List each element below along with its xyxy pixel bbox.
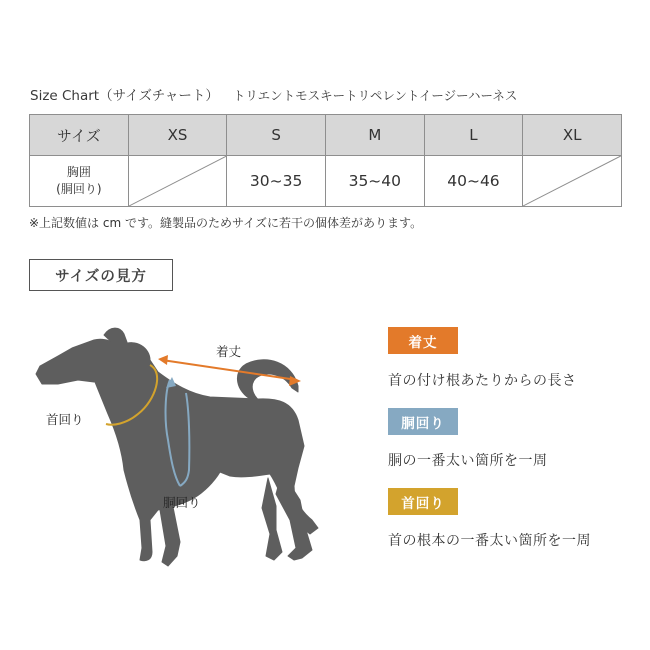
chest-label: 胸囲: [66, 165, 91, 179]
xs-not-available-cell: [128, 156, 227, 207]
neck-badge: 首回り: [388, 488, 458, 515]
neck-figure-label: 首回り: [46, 412, 84, 427]
length-badge: 着丈: [388, 327, 458, 354]
size-chart-heading: [30, 84, 517, 104]
size-m-header: M: [325, 115, 424, 156]
how-to-measure-title: サイズの見方: [55, 268, 147, 285]
size-column-header: サイズ: [30, 115, 129, 156]
size-xs-header: XS: [128, 115, 227, 156]
size-chart-title: Size Chart（サイズチャート）: [30, 88, 219, 104]
length-figure-label: 着丈: [216, 344, 242, 359]
dog-illustration: [20, 315, 370, 575]
size-s-header: S: [227, 115, 326, 156]
measurement-note: ※上記数値は cm です。縫製品のためサイズに若干の個体差があります。: [29, 216, 423, 230]
diagonal-slash: [523, 156, 621, 206]
m-value-cell: 35~40: [325, 156, 424, 207]
girth-description: 胴の一番太い箇所を一周: [388, 453, 548, 469]
length-description: 首の付け根あたりからの長さ: [388, 373, 577, 389]
chest-row-label: [30, 156, 129, 207]
dog-measurement-figure: [20, 315, 370, 575]
size-table: [29, 114, 622, 207]
product-name: トリエントモスキートリペレントイージーハーネス: [232, 88, 518, 103]
girth-badge: 胴回り: [388, 408, 458, 435]
how-to-measure-box: [29, 259, 173, 291]
size-xl-header: XL: [523, 115, 622, 156]
dog-silhouette: [36, 328, 318, 566]
chest-row: [30, 156, 622, 207]
l-value-cell: 40~46: [424, 156, 523, 207]
girth-note-label: (胴回り): [56, 182, 102, 196]
s-value-cell: 30~35: [227, 156, 326, 207]
xl-not-available-cell: [523, 156, 622, 207]
diagonal-slash: [129, 156, 227, 206]
neck-description: 首の根本の一番太い箇所を一周: [388, 533, 591, 549]
size-l-header: L: [424, 115, 523, 156]
girth-figure-label: 胴回り: [163, 495, 201, 510]
size-header-row: [30, 115, 622, 156]
